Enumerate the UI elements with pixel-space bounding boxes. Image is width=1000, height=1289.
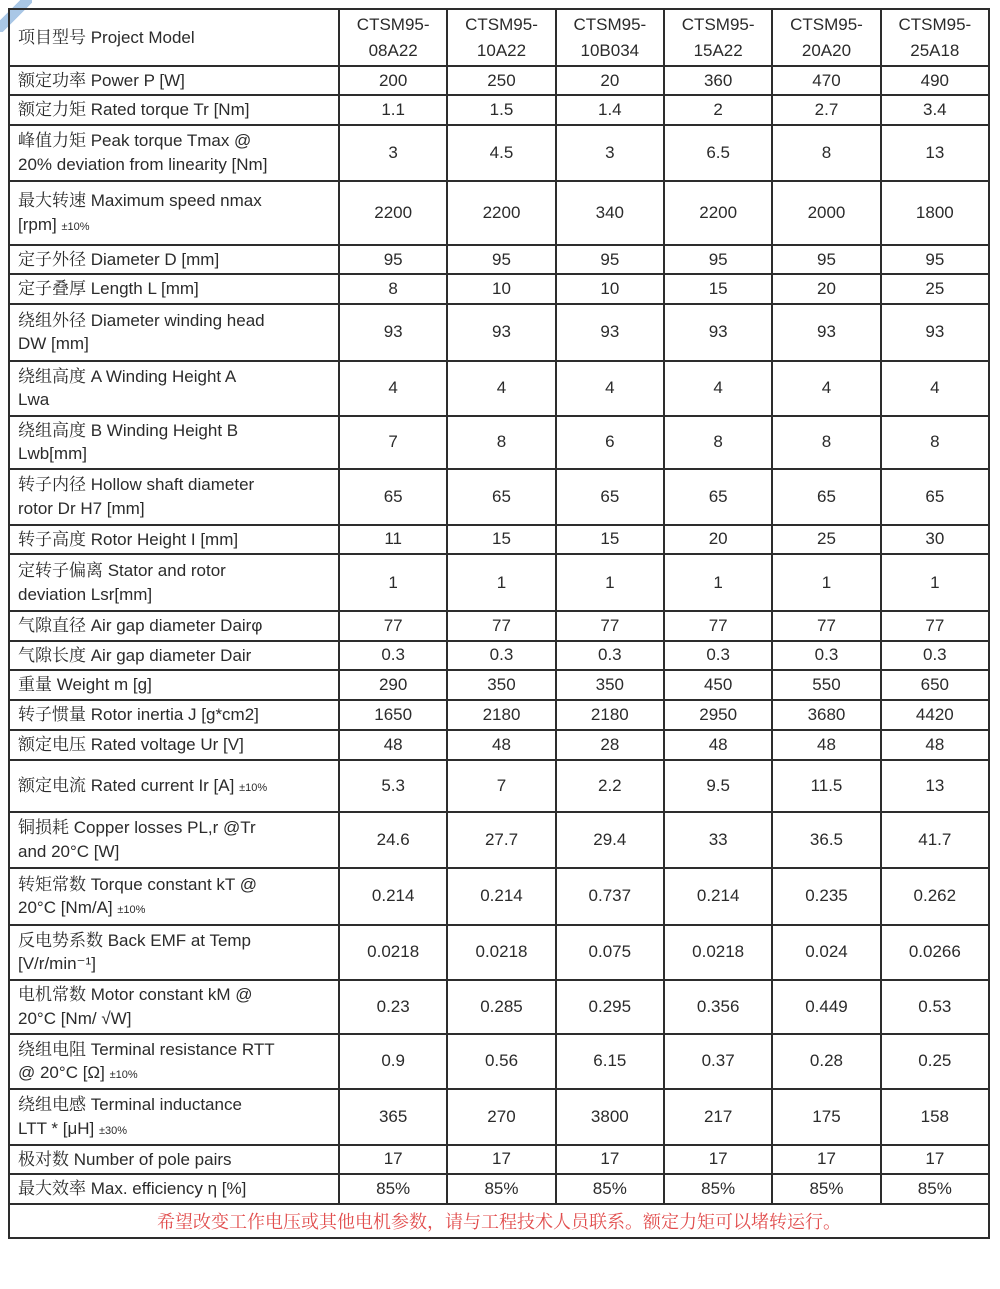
spec-value-cell: 85% <box>556 1174 664 1204</box>
spec-value-cell: 550 <box>772 670 880 700</box>
spec-value-cell: 8 <box>772 416 880 469</box>
spec-value-cell: 365 <box>339 1089 447 1145</box>
spec-value-cell: 10 <box>447 274 555 303</box>
spec-value-cell: 0.737 <box>556 868 664 925</box>
spec-value-cell: 28 <box>556 730 664 760</box>
spec-value-cell: 1 <box>772 554 880 611</box>
spec-value-cell: 2.2 <box>556 760 664 812</box>
table-row <box>9 361 989 416</box>
spec-value-cell: 77 <box>772 611 880 640</box>
model-header-cell: CTSM95- 25A18 <box>881 9 989 66</box>
spec-value-cell: 5.3 <box>339 760 447 812</box>
spec-value-cell: 85% <box>664 1174 772 1204</box>
model-header-cell: CTSM95- 10B034 <box>556 9 664 66</box>
spec-value-cell: 0.23 <box>339 980 447 1034</box>
tolerance-suffix: ±10% <box>109 1069 138 1082</box>
table-row <box>9 469 989 525</box>
spec-value-cell: 93 <box>447 304 555 361</box>
spec-value-cell: 0.3 <box>772 641 880 670</box>
spec-value-cell: 95 <box>881 245 989 274</box>
spec-value-cell: 17 <box>881 1145 989 1174</box>
spec-value-cell: 95 <box>447 245 555 274</box>
spec-value-cell: 360 <box>664 66 772 95</box>
spec-value-cell: 48 <box>339 730 447 760</box>
spec-value-cell: 1.5 <box>447 95 555 124</box>
spec-value-cell: 25 <box>881 274 989 303</box>
spec-value-cell: 10 <box>556 274 664 303</box>
spec-value-cell: 65 <box>772 469 880 525</box>
spec-value-cell: 158 <box>881 1089 989 1145</box>
spec-value-cell: 0.0218 <box>447 925 555 980</box>
spec-value-cell: 0.285 <box>447 980 555 1034</box>
spec-value-cell: 470 <box>772 66 880 95</box>
spec-value-cell: 3 <box>556 125 664 181</box>
spec-value-cell: 2200 <box>339 181 447 245</box>
spec-label-cell: 重量 Weight m [g] <box>9 670 339 700</box>
spec-value-cell: 1 <box>339 554 447 611</box>
spec-value-cell: 3800 <box>556 1089 664 1145</box>
table-row <box>9 925 989 980</box>
spec-value-cell: 93 <box>664 304 772 361</box>
table-row <box>9 95 989 124</box>
spec-label-cell: 峰值力矩 Peak torque Tmax @ 20% deviation from linearity [Nm] <box>9 125 339 181</box>
spec-value-cell: 4 <box>447 361 555 416</box>
spec-value-cell: 4.5 <box>447 125 555 181</box>
tolerance-suffix: ±10% <box>117 904 146 917</box>
spec-label-cell: 额定功率 Power P [W] <box>9 66 339 95</box>
spec-value-cell: 17 <box>447 1145 555 1174</box>
spec-value-cell: 0.3 <box>881 641 989 670</box>
footer-note: 希望改变工作电压或其他电机参数，请与工程技术人员联系。额定力矩可以堵转运行。 <box>9 1204 989 1238</box>
spec-label-cell: 额定力矩 Rated torque Tr [Nm] <box>9 95 339 124</box>
spec-value-cell: 93 <box>556 304 664 361</box>
spec-value-cell: 0.0266 <box>881 925 989 980</box>
table-row <box>9 641 989 670</box>
spec-value-cell: 2950 <box>664 700 772 729</box>
spec-value-cell: 15 <box>664 274 772 303</box>
model-header-cell: CTSM95- 15A22 <box>664 9 772 66</box>
spec-value-cell: 65 <box>881 469 989 525</box>
spec-label-cell: 转子惯量 Rotor inertia J [g*cm2] <box>9 700 339 729</box>
table-row <box>9 554 989 611</box>
spec-label-cell: 绕组高度 B Winding Height B Lwb[mm] <box>9 416 339 469</box>
spec-label-cell: 绕组电感 Terminal inductance LTT * [μH] ±30% <box>9 1089 339 1145</box>
spec-label-cell: 气隙长度 Air gap diameter Dair <box>9 641 339 670</box>
spec-value-cell: 30 <box>881 525 989 554</box>
spec-value-cell: 8 <box>339 274 447 303</box>
spec-value-cell: 0.235 <box>772 868 880 925</box>
table-row <box>9 181 989 245</box>
spec-value-cell: 1.4 <box>556 95 664 124</box>
spec-value-cell: 450 <box>664 670 772 700</box>
spec-value-cell: 0.28 <box>772 1034 880 1089</box>
spec-value-cell: 2180 <box>447 700 555 729</box>
spec-value-cell: 0.024 <box>772 925 880 980</box>
spec-value-cell: 1.1 <box>339 95 447 124</box>
spec-value-cell: 15 <box>556 525 664 554</box>
spec-label-cell: 最大效率 Max. efficiency η [%] <box>9 1174 339 1204</box>
spec-value-cell: 85% <box>447 1174 555 1204</box>
spec-value-cell: 6 <box>556 416 664 469</box>
spec-value-cell: 33 <box>664 812 772 868</box>
spec-label-cell: 转子内径 Hollow shaft diameter rotor Dr H7 [mm] <box>9 469 339 525</box>
model-header-cell: CTSM95- 10A22 <box>447 9 555 66</box>
spec-value-cell: 3 <box>339 125 447 181</box>
spec-value-cell: 6.15 <box>556 1034 664 1089</box>
spec-value-cell: 9.5 <box>664 760 772 812</box>
spec-value-cell: 48 <box>664 730 772 760</box>
spec-value-cell: 20 <box>772 274 880 303</box>
table-row <box>9 416 989 469</box>
table-row <box>9 274 989 303</box>
spec-value-cell: 85% <box>772 1174 880 1204</box>
spec-value-cell: 4 <box>772 361 880 416</box>
spec-value-cell: 4420 <box>881 700 989 729</box>
spec-label-cell: 电机常数 Motor constant kM @ 20°C [Nm/ √W] <box>9 980 339 1034</box>
spec-value-cell: 93 <box>881 304 989 361</box>
header-row <box>9 9 989 66</box>
spec-value-cell: 77 <box>664 611 772 640</box>
spec-value-cell: 270 <box>447 1089 555 1145</box>
spec-value-cell: 48 <box>881 730 989 760</box>
spec-value-cell: 0.449 <box>772 980 880 1034</box>
spec-value-cell: 0.25 <box>881 1034 989 1089</box>
spec-value-cell: 8 <box>664 416 772 469</box>
spec-value-cell: 17 <box>556 1145 664 1174</box>
spec-value-cell: 85% <box>881 1174 989 1204</box>
spec-label-cell: 绕组外径 Diameter winding head DW [mm] <box>9 304 339 361</box>
spec-value-cell: 0.262 <box>881 868 989 925</box>
spec-label-cell: 最大转速 Maximum speed nmax [rpm] ±10% <box>9 181 339 245</box>
spec-value-cell: 17 <box>772 1145 880 1174</box>
spec-value-cell: 490 <box>881 66 989 95</box>
spec-value-cell: 2.7 <box>772 95 880 124</box>
spec-value-cell: 0.3 <box>664 641 772 670</box>
spec-value-cell: 77 <box>447 611 555 640</box>
spec-value-cell: 93 <box>339 304 447 361</box>
spec-value-cell: 4 <box>881 361 989 416</box>
spec-label-cell: 定转子偏离 Stator and rotor deviation Lsr[mm] <box>9 554 339 611</box>
spec-label-cell: 气隙直径 Air gap diameter Dairφ <box>9 611 339 640</box>
table-row <box>9 760 989 812</box>
spec-table-body <box>9 9 989 1238</box>
spec-value-cell: 1 <box>664 554 772 611</box>
spec-value-cell: 17 <box>664 1145 772 1174</box>
spec-value-cell: 3.4 <box>881 95 989 124</box>
spec-value-cell: 0.56 <box>447 1034 555 1089</box>
spec-value-cell: 65 <box>664 469 772 525</box>
spec-value-cell: 77 <box>339 611 447 640</box>
spec-value-cell: 0.0218 <box>664 925 772 980</box>
table-row <box>9 66 989 95</box>
spec-value-cell: 6.5 <box>664 125 772 181</box>
spec-value-cell: 0.356 <box>664 980 772 1034</box>
table-row <box>9 1145 989 1174</box>
table-row <box>9 670 989 700</box>
model-header-cell: CTSM95- 08A22 <box>339 9 447 66</box>
table-row <box>9 304 989 361</box>
spec-value-cell: 77 <box>556 611 664 640</box>
table-row <box>9 1034 989 1089</box>
spec-value-cell: 8 <box>772 125 880 181</box>
spec-value-cell: 290 <box>339 670 447 700</box>
table-row <box>9 1089 989 1145</box>
model-header-cell: CTSM95- 20A20 <box>772 9 880 66</box>
footer-row <box>9 1204 989 1238</box>
spec-value-cell: 0.53 <box>881 980 989 1034</box>
tolerance-suffix: ±10% <box>61 220 90 233</box>
spec-value-cell: 4 <box>339 361 447 416</box>
spec-value-cell: 29.4 <box>556 812 664 868</box>
spec-value-cell: 350 <box>556 670 664 700</box>
spec-value-cell: 7 <box>339 416 447 469</box>
table-row <box>9 125 989 181</box>
spec-value-cell: 0.9 <box>339 1034 447 1089</box>
spec-value-cell: 17 <box>339 1145 447 1174</box>
spec-label-cell: 额定电压 Rated voltage Ur [V] <box>9 730 339 760</box>
spec-value-cell: 340 <box>556 181 664 245</box>
tolerance-suffix: ±10% <box>239 781 268 794</box>
spec-value-cell: 2000 <box>772 181 880 245</box>
spec-value-cell: 65 <box>447 469 555 525</box>
spec-value-cell: 1650 <box>339 700 447 729</box>
spec-label-cell: 绕组高度 A Winding Height A Lwa <box>9 361 339 416</box>
spec-value-cell: 7 <box>447 760 555 812</box>
spec-value-cell: 13 <box>881 760 989 812</box>
spec-value-cell: 85% <box>339 1174 447 1204</box>
spec-label-cell: 转矩常数 Torque constant kT @ 20°C [Nm/A] ±10% <box>9 868 339 925</box>
table-row <box>9 980 989 1034</box>
spec-value-cell: 250 <box>447 66 555 95</box>
spec-value-cell: 27.7 <box>447 812 555 868</box>
spec-value-cell: 0.37 <box>664 1034 772 1089</box>
table-row <box>9 700 989 729</box>
spec-value-cell: 2180 <box>556 700 664 729</box>
spec-value-cell: 0.214 <box>447 868 555 925</box>
spec-value-cell: 200 <box>339 66 447 95</box>
spec-value-cell: 3680 <box>772 700 880 729</box>
spec-label-cell: 定子外径 Diameter D [mm] <box>9 245 339 274</box>
spec-value-cell: 65 <box>556 469 664 525</box>
table-row <box>9 1174 989 1204</box>
spec-label-cell: 反电势系数 Back EMF at Temp [V/r/min⁻¹] <box>9 925 339 980</box>
spec-value-cell: 95 <box>664 245 772 274</box>
spec-value-cell: 13 <box>881 125 989 181</box>
spec-table <box>8 8 990 1239</box>
table-row <box>9 611 989 640</box>
spec-value-cell: 4 <box>556 361 664 416</box>
spec-value-cell: 25 <box>772 525 880 554</box>
spec-value-cell: 11 <box>339 525 447 554</box>
spec-label-cell: 额定电流 Rated current Ir [A] ±10% <box>9 760 339 812</box>
spec-value-cell: 175 <box>772 1089 880 1145</box>
spec-value-cell: 2200 <box>664 181 772 245</box>
spec-value-cell: 11.5 <box>772 760 880 812</box>
spec-value-cell: 0.295 <box>556 980 664 1034</box>
spec-value-cell: 65 <box>339 469 447 525</box>
spec-value-cell: 95 <box>339 245 447 274</box>
spec-label-cell: 绕组电阻 Terminal resistance RTT @ 20°C [Ω] ±10% <box>9 1034 339 1089</box>
tolerance-suffix: ±30% <box>98 1124 128 1137</box>
spec-value-cell: 20 <box>556 66 664 95</box>
spec-value-cell: 2200 <box>447 181 555 245</box>
spec-value-cell: 1 <box>881 554 989 611</box>
spec-value-cell: 0.0218 <box>339 925 447 980</box>
spec-value-cell: 8 <box>881 416 989 469</box>
spec-value-cell: 0.214 <box>664 868 772 925</box>
spec-value-cell: 77 <box>881 611 989 640</box>
spec-value-cell: 8 <box>447 416 555 469</box>
spec-value-cell: 41.7 <box>881 812 989 868</box>
spec-value-cell: 93 <box>772 304 880 361</box>
table-row <box>9 245 989 274</box>
table-row <box>9 730 989 760</box>
table-row <box>9 812 989 868</box>
table-row <box>9 525 989 554</box>
spec-value-cell: 0.3 <box>447 641 555 670</box>
spec-value-cell: 48 <box>772 730 880 760</box>
spec-value-cell: 350 <box>447 670 555 700</box>
spec-value-cell: 48 <box>447 730 555 760</box>
spec-value-cell: 95 <box>556 245 664 274</box>
spec-value-cell: 4 <box>664 361 772 416</box>
spec-value-cell: 36.5 <box>772 812 880 868</box>
spec-value-cell: 0.214 <box>339 868 447 925</box>
spec-value-cell: 20 <box>664 525 772 554</box>
spec-label-cell: 极对数 Number of pole pairs <box>9 1145 339 1174</box>
spec-value-cell: 1 <box>556 554 664 611</box>
spec-value-cell: 0.3 <box>339 641 447 670</box>
spec-value-cell: 0.3 <box>556 641 664 670</box>
spec-label-cell: 铜损耗 Copper losses PL,r @Tr and 20°C [W] <box>9 812 339 868</box>
spec-value-cell: 95 <box>772 245 880 274</box>
spec-value-cell: 2 <box>664 95 772 124</box>
spec-value-cell: 650 <box>881 670 989 700</box>
spec-label-cell: 转子高度 Rotor Height I [mm] <box>9 525 339 554</box>
spec-value-cell: 1 <box>447 554 555 611</box>
spec-value-cell: 1800 <box>881 181 989 245</box>
spec-value-cell: 217 <box>664 1089 772 1145</box>
spec-value-cell: 15 <box>447 525 555 554</box>
spec-value-cell: 24.6 <box>339 812 447 868</box>
spec-label-cell: 定子叠厚 Length L [mm] <box>9 274 339 303</box>
header-label-cell: 项目型号 Project Model <box>9 9 339 66</box>
table-row <box>9 868 989 925</box>
spec-value-cell: 0.075 <box>556 925 664 980</box>
